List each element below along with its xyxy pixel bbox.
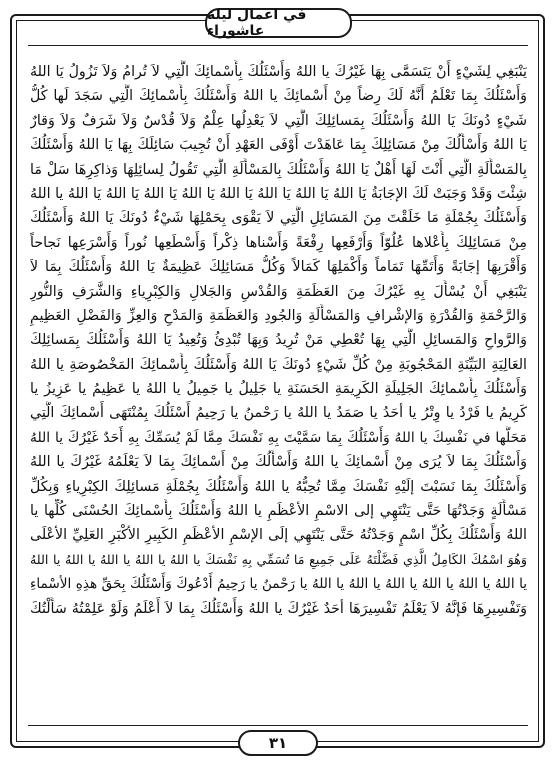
text-line: شَيْءٍ دُونَكَ يَا اللهُ وَأَسْئَلُكَ بِمَسائِلِكَ الَّتِي لاَ يَعْدِلُها عِلْمٌ وَلاَ قُدْسٌ وَلاَ شَرَفٌ وَلاَ وَقارٌ	[30, 112, 527, 129]
text-line: وَأَسْئَلُكَ بِمَا تَعْلَمُ أَنَّهُ لَكَ رِضاً مِنْ أَسْمائِكَ يا اللهُ وَأَسْئَلُكَ بِأَسْمائِكَ الَّتِي سَجَدَ لَها كُلُّ	[30, 88, 527, 105]
text-line: مَسْأَلَةٍ وَجَدْتُهَا حَتَّى يَنْتَهِي إلى الاسْمِ الأعْظَمِ يا اللهُ وَأَسْئَلُكَ بِأَسْمائِكَ الحُسْنَى كُلِّها يا	[30, 503, 527, 520]
text-line: يا اللهُ يا اللهُ يا اللهُ يا اللهُ يا اللهُ يا اللهُ يا رَحْمنُ يا رَحِيمُ أَدْعُوكَ وَأَسْئَلُكَ بِحَقِّ هذِهِ الأسْماءِ	[30, 576, 527, 593]
text-line: كَرِيمُ يا فَرْدُ يا وِتْرُ يا أحَدُ يا صَمَدُ يا اللهُ يا رَحْمنُ يا رَحِيمُ أَسْئَلُكَ بِمُنْتَهَى أَسْمائِكَ الَّتِي	[30, 405, 527, 422]
prayer-text	[30, 60, 527, 720]
text-line: وَالرَّواحِ وَالمَسائِلِ الَّتِي بِهَا تُعْطِي مَنْ تُرِيدُ وَبِهَا تُبْدِئُ وَتُعِيدُ يَا اللهُ وَأَسْئَلُكَ بِمَسائِلِكَ	[30, 332, 527, 349]
text-line: يَنْبَغِي لِشَيْءٍ أَنْ يَتَسَمَّى بِهَا غَيْرُكَ يا اللهُ وَأَسْئَلُكَ بِأَسْمائِكَ الَّتِي لاَ تُرامُ وَلاَ تَزُولُ يَا اللهُ	[30, 64, 527, 80]
page-number-badge	[238, 730, 318, 756]
text-line: وَأَسْئَلُكَ بِجُمْلَةِ مَا خَلَقْتَ مِنَ المَسَائِلِ الَّتِي لاَ يَقْوَى بِحَمْلِهَا شَيْءٌ دُونَكَ يَا اللهُ وَأَسْئَلُكَ	[30, 210, 527, 227]
text-line: شِئْتَ وَقَدْ وَجَبَتْ لَكَ الإجَابَةُ يَا اللهُ يَا اللهُ يَا اللهُ يَا اللهُ يَا اللهُ يَا اللهُ يَا اللهُ يَا اللهُ يا اللهُ	[30, 185, 527, 202]
text-line: وَأَسْئَلُكَ بِمَا نَسَبْتَ إلَيْهِ نَفْسَكَ مِمَّا تُحِبُّهُ يا اللهُ وَأَسْئَلُكَ بِجُمْلَةِ مَسائِلِكَ الكِبْرِياءِ وَبِكُلِّ	[30, 478, 527, 495]
text-line: وَتَفْسِيرِهَا فَإنَّهُ لاَ يَعْلَمُ تَفْسِيرَهَا أحَدٌ غَيْرُكَ يا اللهُ وَأَسْئَلُكَ بِمَا لاَ أَعْلَمُ وَلَوْ عَلِمْتُهُ سَأَلْتُكَ	[30, 600, 527, 617]
text-line: وَهُوَ اسْمُكَ الكَامِلُ الَّذِي فَضَّلْتَهُ عَلَى جَمِيعِ مَا تُسَمِّي بِهِ نَفْسَكَ يا اللهُ يا اللهُ يا اللهُ يا اللهُ يا اللهُ	[30, 551, 527, 567]
footer-divider	[28, 725, 528, 726]
text-line: مَحَلُّها في نَفْسِكَ يا اللهُ وَأَسْئَلُكَ بِمَا سَمَّيْتَ بِهِ نَفْسَكَ مِمَّا لَمْ يُسَمِّكَ بِهِ أَحَدٌ غَيْرُكَ يا اللهُ	[30, 429, 527, 446]
text-line: يَنْبَغِي أَنْ يُسْأَلَ بِهِ غَيْرُكَ مِنَ العَظَمَةِ وَالقُدْسِ وَالجَلالِ وَالكِبْرِياءِ وَالشَّرَفِ وَالنُّورِ	[30, 283, 527, 300]
text-line: وَأَقْرَبِهَا إجَابَةً وَأَتَمِّهَا تَمَاماً وَأَكْمَلِهَا كَمَالاً وَكُلُّ مَسَائِلِكَ عَظِيمَةٌ يَا اللهُ وَأَسْئَلُكَ بِمَا لاَ	[30, 259, 527, 276]
text-line: يَا اللهُ وَأَسْأَلُكَ مِنْ مَسَائِلِكَ بِمَا عَاهَدْتَ أَوْفَى العَهْدِ أَنْ تُجِيبَ سَائِلَكَ بِهَا يَا اللهُ وَأَسْئَلُكَ	[30, 137, 527, 154]
text-line: العَالِيَةِ البَيِّنَةِ المَحْجُوبَةِ مِنْ كُلِّ شَيْءٍ دُونَكَ يَا اللهُ وَأَسْئَلُكَ بِأَسْمائِكَ المَخْصُوصَةِ يا اللهُ	[30, 356, 527, 373]
chapter-header	[205, 8, 352, 38]
text-line: اللهُ وَأَسْئَلُكَ بِكُلِّ اسْمٍ وَجَدْتُهُ حَتَّى يَنْتَهِي إلَى الإسْمِ الأعْظَمِ الكَبِيرِ الأكْبَرِ العَلِيِّ الأعْلَى	[30, 527, 527, 544]
text-line: وَأَسْئَلُكَ بِأَسْمائِكَ الجَلِيلَةِ الكَرِيمَةِ الحَسَنَةِ يا جَلِيلُ يا جَمِيلُ يا اللهُ يا عَظِيمُ يا عَزِيزُ يا	[30, 381, 527, 398]
chapter-title: في اعمال ليلة عاشوراء	[207, 7, 307, 39]
header-divider	[28, 45, 528, 46]
text-line: بِالمَسْأَلَةِ الَّتِي أَنْتَ لَهَا أَهْلٌ يَا اللهُ وَأَسْئَلُكَ بِالمَسْأَلَةِ الَّتِي تَقُولُ لِسائِلِهَا وَذاكِرِهَا سَلْ مَا	[30, 161, 527, 178]
page-number: ٣١	[268, 734, 288, 752]
text-line: مِنْ مَسَائِلِكَ بِأَعْلاها عُلُوّاً وَأَرْفَعِها رِفْعَةً وَأَسْناها ذِكْراً وَأَسْطَعِها نُوراً وَأَسْرَعِها نَجاحاً	[30, 234, 527, 251]
text-line: وَالرَّحْمَةِ وَالقُدْرَةِ وَالإشْرافِ وَالمَسْأَلَةِ وَالجُودِ وَالعَظَمَةِ وَالمَدْحِ وَالعِزِّ وَالفَضْلِ العَظِيمِ	[30, 307, 527, 324]
text-line: وَأَسْئَلُكَ بِمَا لاَ يُرَى مِنْ أَسْمائِكَ يا اللهُ وَأَسْأَلُكَ مِنْ أَسْمائِكَ بِمَا لاَ يَعْلَمُهُ غَيْرُكَ يا اللهُ	[30, 454, 527, 471]
